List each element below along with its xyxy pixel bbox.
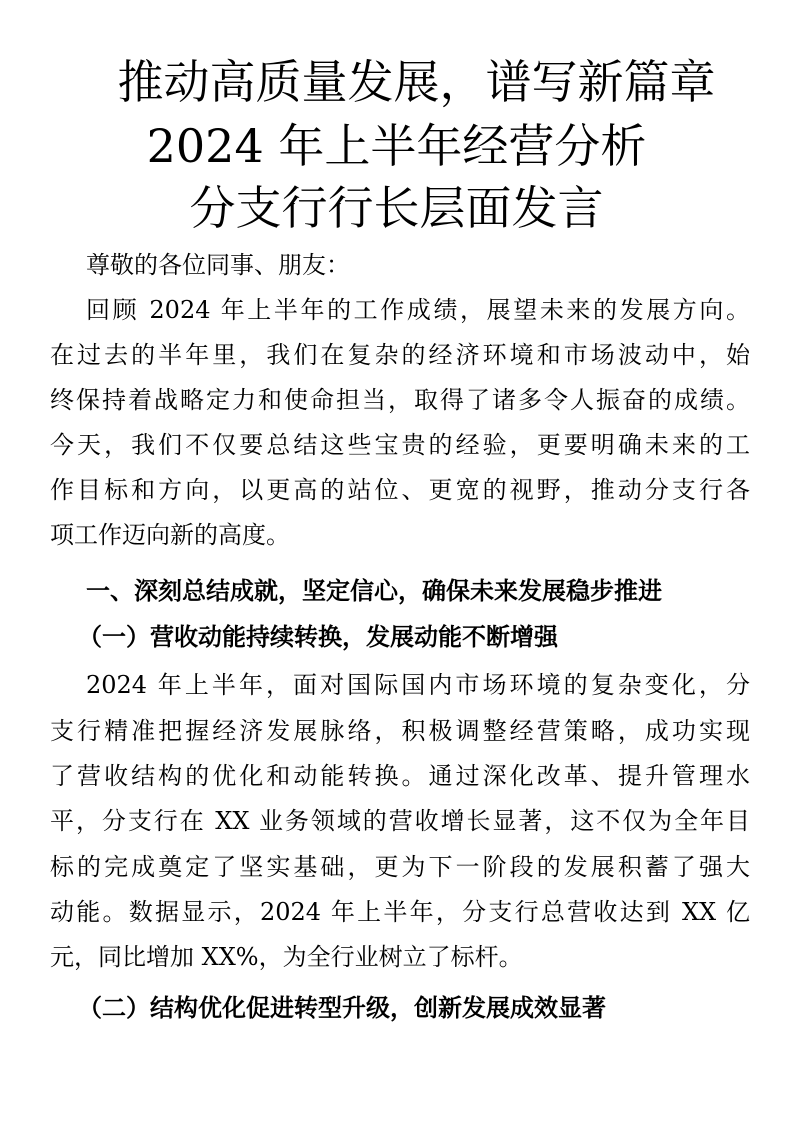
body-line-2: 支行精准把握经济发展脉络，积极调整经营策略，成功实现 xyxy=(50,717,750,745)
intro-line-5: 作目标和方向，以更高的站位、更宽的视野，推动分支行各 xyxy=(50,476,750,504)
body-line-6: 动能。数据显示，2024 年上半年，分支行总营收达到 XX 亿 xyxy=(50,898,750,926)
intro-line-1: 回顾 2024 年上半年的工作成绩，展望未来的发展方向。 xyxy=(86,296,750,324)
body-line-5: 标的完成奠定了坚实基础，更为下一阶段的发展积蓄了强大 xyxy=(50,853,750,881)
title-line-1: 推动高质量发展，谱写新篇章 xyxy=(117,55,716,109)
body-line-7: 元，同比增加 XX%，为全行业树立了标杆。 xyxy=(50,943,523,971)
body-line-4: 平，分支行在 XX 业务领域的营收增长显著，这不仅为全年目 xyxy=(50,807,750,835)
section-1-heading: 一、深刻总结成就，坚定信心，确保未来发展稳步推进 xyxy=(86,577,662,605)
intro-line-4: 今天，我们不仅要总结这些宝贵的经验，更要明确未来的工 xyxy=(50,431,750,459)
intro-line-2: 在过去的半年里，我们在复杂的经济环境和市场波动中，始 xyxy=(50,341,750,369)
subsection-2-heading: （二）结构优化促进转型升级，创新发展成效显著 xyxy=(78,994,606,1022)
body-line-1: 2024 年上半年，面对国际国内市场环境的复杂变化，分 xyxy=(86,671,750,699)
subsection-1-heading: （一）营收动能持续转换，发展动能不断增强 xyxy=(78,623,558,651)
title-line-3: 分支行行长层面发言 xyxy=(189,181,604,235)
salutation: 尊敬的各位同事、朋友： xyxy=(86,251,350,279)
title-line-2: 2024 年上半年经营分析 xyxy=(146,119,647,173)
intro-line-3: 终保持着战略定力和使命担当，取得了诸多令人振奋的成绩。 xyxy=(50,386,750,414)
body-line-3: 了营收结构的优化和动能转换。通过深化改革、提升管理水 xyxy=(50,762,750,790)
intro-line-6: 项工作迈向新的高度。 xyxy=(50,521,290,549)
